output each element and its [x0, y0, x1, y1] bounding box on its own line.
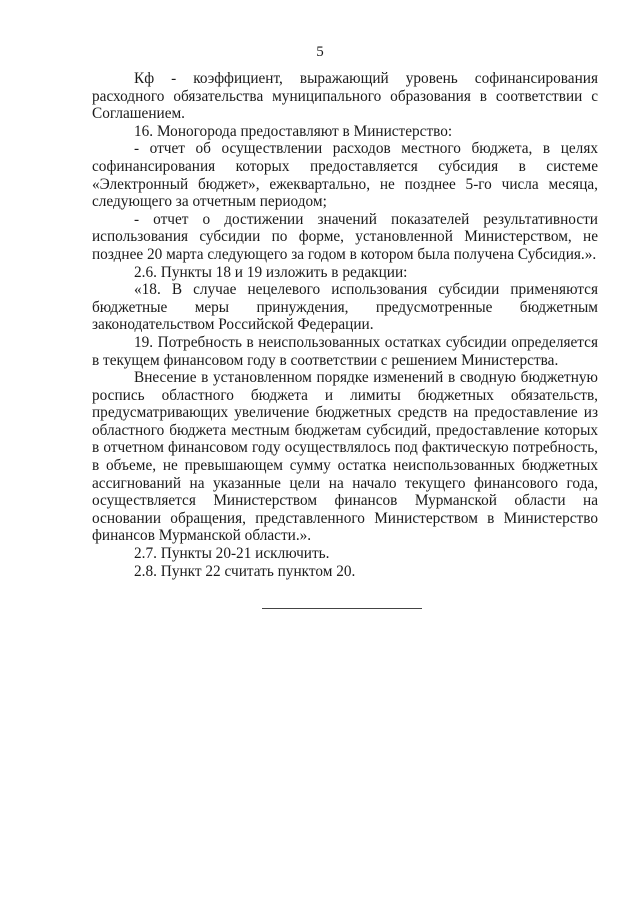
- document-body: [92, 70, 598, 580]
- paragraph-report-indicators: - отчет о достижении значений показателей результативности использования субсидии по форме, установленной Министерством, не позднее 20 марта следующего за годом в котором была получена Субсидия.».: [92, 210, 598, 263]
- paragraph-item-16: 16. Моногорода предоставляют в Министерство:: [134, 122, 453, 140]
- paragraph-budget-changes: Внесение в установленном порядке изменений в сводную бюджетную роспись областного бюджета и лимиты бюджетных обязательств, предусматривающих увеличение бюджетных средств на предоставление из областного бюджета местным бюджетам субсидий, предоставление которых в отчетном финансовом году осуществлялось под фактическую потребность, в объеме, не превышающем сумму остатка неиспользованных бюджетных ассигнований на указанные цели на начало текущего финансового года, осуществляется Министерством финансов Мурманской области на основании обращения, представленного Министерством в Министерство финансов Мурманской области.».: [92, 369, 598, 545]
- paragraph-item-19: 19. Потребность в неиспользованных остатках субсидии определяется в текущем финансовом году в соответствии с решением Министерства.: [92, 333, 598, 369]
- paragraph-coefficient-definition: Кф - коэффициент, выражающий уровень софинансирования расходного обязательства муниципального образования в соответствии с Соглашением.: [92, 70, 598, 123]
- paragraph-amendment-2-8: 2.8. Пункт 22 считать пунктом 20.: [134, 562, 356, 580]
- paragraph-report-expenses: - отчет об осуществлении расходов местного бюджета, в целях софинансирования которых предоставляется субсидия в системе «Электронный бюджет», ежеквартально, не позднее 5-го числа месяца, следующего за отчетным периодом;: [92, 140, 598, 211]
- end-separator-line: [262, 608, 422, 609]
- page-number: 5: [316, 44, 324, 60]
- paragraph-amendment-2-7: 2.7. Пункты 20-21 исключить.: [134, 545, 330, 563]
- paragraph-amendment-2-6: 2.6. Пункты 18 и 19 изложить в редакции:: [134, 263, 408, 281]
- paragraph-item-18: «18. В случае нецелевого использования субсидии применяются бюджетные меры принуждения, предусмотренные бюджетным законодательством Российской Федерации.: [92, 281, 598, 334]
